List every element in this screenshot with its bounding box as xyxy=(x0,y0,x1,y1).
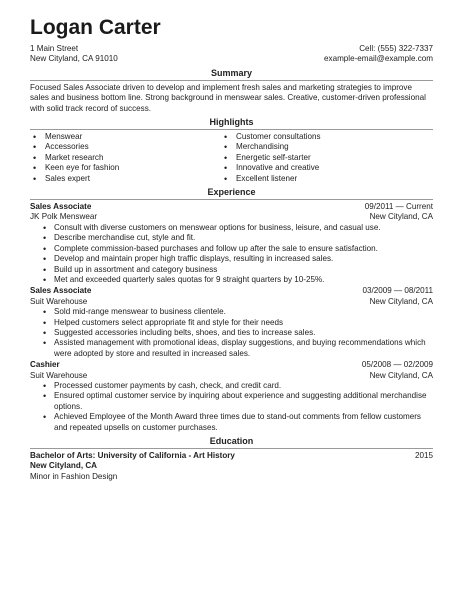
highlight-item: • Customer consultations xyxy=(236,132,433,142)
job-title: Cashier xyxy=(30,360,60,370)
highlight-item: • Sales expert xyxy=(45,174,221,184)
duty-item: • Suggested accessories including belts, shoes, and ties to increase sales. xyxy=(54,328,433,338)
experience-heading: Experience xyxy=(30,187,433,200)
education-heading: Education xyxy=(30,436,433,449)
job-subheader xyxy=(30,212,433,222)
highlights-right-column xyxy=(221,132,433,184)
job-dates: 05/2008 — 02/2009 xyxy=(361,360,433,370)
job-dates: 09/2011 — Current xyxy=(364,202,433,212)
duty-item: • Met and exceeded quarterly sales quotas for 9 straight quarters by 10-25%. xyxy=(54,275,433,285)
job-title: Sales Associate xyxy=(30,286,92,296)
highlights-heading: Highlights xyxy=(30,117,433,130)
highlights-left-column xyxy=(30,132,221,184)
highlight-item: • Keen eye for fashion xyxy=(45,163,221,173)
job-duties xyxy=(30,223,433,285)
job-header xyxy=(30,360,433,370)
duty-item: • Assisted management with promotional ideas, display suggestions, and buying recommendations which were adopted by store and resulted in increased sales. xyxy=(54,338,433,359)
job-entry xyxy=(30,286,433,359)
contact-row-2 xyxy=(30,54,433,64)
job-company: JK Polk Menswear xyxy=(30,212,98,222)
education-year: 2015 xyxy=(414,451,433,460)
highlight-item: • Excellent listener xyxy=(236,174,433,184)
job-duties xyxy=(30,381,433,433)
job-location: New Cityland, CA xyxy=(369,212,433,222)
highlight-item: • Market research xyxy=(45,153,221,163)
job-title: Sales Associate xyxy=(30,202,92,212)
email-address: example-email@example.com xyxy=(324,54,433,64)
highlights-list xyxy=(30,132,433,184)
job-entry xyxy=(30,202,433,285)
candidate-name: Logan Carter xyxy=(30,16,161,39)
duty-item: • Develop and maintain proper high traffic displays, resulting in increased sales. xyxy=(54,254,433,264)
job-location: New Cityland, CA xyxy=(369,296,433,306)
job-duties xyxy=(30,307,433,359)
highlight-item: • Accessories xyxy=(45,142,221,152)
highlight-item: • Merchandising xyxy=(236,142,433,152)
job-header xyxy=(30,202,433,212)
highlight-item: • Menswear xyxy=(45,132,221,142)
education-header xyxy=(30,451,433,461)
job-location: New Cityland, CA xyxy=(369,370,433,380)
duty-item: • Ensured optimal customer service by inquiring about experience and suggesting additional merchandise options. xyxy=(54,391,433,412)
duty-item: • Describe merchandise cut, style and fit. xyxy=(54,233,433,243)
job-company: Suit Warehouse xyxy=(30,296,88,306)
duty-item: • Complete commission-based purchases and follow up after the sale to ensure satisfaction. xyxy=(54,244,433,254)
summary-heading: Summary xyxy=(30,68,433,81)
job-header xyxy=(30,286,433,296)
address-line-2: New Cityland, CA 91010 xyxy=(30,54,118,64)
job-company: Suit Warehouse xyxy=(30,370,88,380)
education-minor: Minor in Fashion Design xyxy=(30,471,118,481)
education-degree: Bachelor of Arts: University of California - Art History xyxy=(30,451,235,460)
contact-row-1 xyxy=(30,44,433,54)
job-subheader xyxy=(30,371,433,381)
duty-item: • Build up in assortment and category business xyxy=(54,265,433,275)
duty-item: • Achieved Employee of the Month Award three times due to stand-out comments from fellow customers and repeated upsells on customer purchases. xyxy=(54,412,433,433)
job-dates: 03/2009 — 08/2011 xyxy=(362,286,433,296)
job-entry xyxy=(30,360,433,433)
highlight-item: • Energetic self-starter xyxy=(236,153,433,163)
education-location: New Cityland, CA xyxy=(30,461,98,471)
summary-text: Focused Sales Associate driven to develop and implement fresh sales and marketing strategies to improve sales and business bottom line. Strong background in menswear sales. Creative, customer-driven professional with solid track record of success. xyxy=(30,82,426,113)
job-subheader xyxy=(30,297,433,307)
highlight-item: • Innovative and creative xyxy=(236,163,433,173)
duty-item: • Helped customers select appropriate fit and style for their needs xyxy=(54,318,433,328)
address-line-1: 1 Main Street xyxy=(30,44,79,53)
cell-phone: Cell: (555) 322-7337 xyxy=(359,44,433,53)
duty-item: • Consult with diverse customers on menswear options for business, leisure, and casual use. xyxy=(54,223,433,233)
duty-item: • Processed customer payments by cash, check, and credit card. xyxy=(54,381,433,391)
duty-item: • Sold mid-range menswear to business clientele. xyxy=(54,307,433,317)
